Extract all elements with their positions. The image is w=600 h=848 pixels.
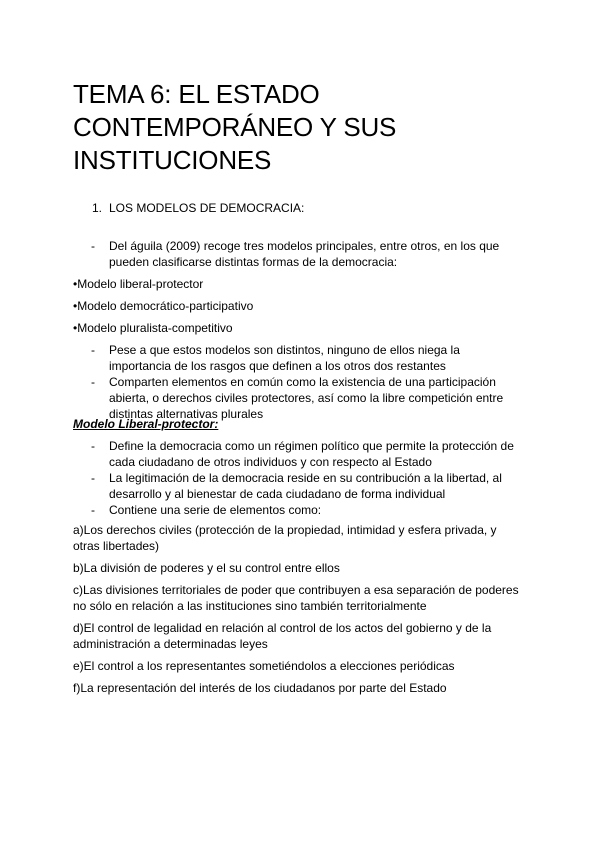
- title-line: CONTEMPORÁNEO Y SUS: [73, 112, 397, 142]
- list-item: no sólo en relación a las instituciones sino también territorialmente: [73, 599, 427, 613]
- bullet-text: Pese a que estos modelos son distintos, ninguno de ellos niega la: [109, 343, 460, 357]
- list-item: a)Los derechos civiles (protección de la propiedad, intimidad y esfera privada, y: [73, 523, 497, 537]
- bullet-text: distintas alternativas plurales: [109, 407, 264, 421]
- bullet-dash: -: [91, 239, 95, 253]
- list-item: f)La representación del interés de los ciudadanos por parte del Estado: [73, 681, 447, 695]
- list-item: c)Las divisiones territoriales de poder que contribuyen a esa separación de poderes: [73, 583, 519, 597]
- bullet-text: Del águila (2009) recoge tres modelos principales, entre otros, en los que: [109, 239, 500, 253]
- bullet-dash: -: [91, 375, 95, 389]
- section-heading: LOS MODELOS DE DEMOCRACIA:: [109, 201, 305, 215]
- title-line: INSTITUCIONES: [73, 145, 272, 175]
- bullet-text: Contiene una serie de elementos como:: [109, 503, 322, 517]
- section-number: 1.: [92, 201, 103, 215]
- page-title: [73, 78, 553, 177]
- bullet-dash: -: [91, 471, 95, 485]
- list-item: d)El control de legalidad en relación al control de los actos del gobierno y de la: [73, 621, 492, 635]
- bullet-text: cada ciudadano de otros individuos y con respecto al Estado: [109, 455, 432, 469]
- list-item: e)El control a los representantes sometiéndolos a elecciones periódicas: [73, 659, 455, 673]
- list-item: administración a determinadas leyes: [73, 637, 268, 651]
- bullet-dash: -: [91, 439, 95, 453]
- model-item: •Modelo democrático-participativo: [73, 299, 254, 313]
- bullet-text: pueden clasificarse distintas formas de la democracia:: [109, 255, 398, 269]
- bullet-text: Comparten elementos en común como la existencia de una participación: [109, 375, 496, 389]
- subsection-heading: Modelo Liberal-protector:: [73, 417, 219, 431]
- title-line: TEMA 6: EL ESTADO: [73, 79, 320, 109]
- bullet-text: abierta, o derechos civiles protectores, así como la libre competición entre: [109, 391, 504, 405]
- bullet-dash: -: [91, 343, 95, 357]
- bullet-text: desarrollo y al bienestar de cada ciudadano de forma individual: [109, 487, 446, 501]
- bullet-text: Define la democracia como un régimen político que permite la protección de: [109, 439, 514, 453]
- list-item: otras libertades): [73, 539, 160, 553]
- model-item: •Modelo liberal-protector: [73, 277, 204, 291]
- bullet-dash: -: [91, 503, 95, 517]
- bullet-text: La legitimación de la democracia reside en su contribución a la libertad, al: [109, 471, 502, 485]
- model-item: •Modelo pluralista-competitivo: [73, 321, 233, 335]
- list-item: b)La división de poderes y el su control entre ellos: [73, 561, 340, 575]
- bullet-text: importancia de los rasgos que definen a los otros dos restantes: [109, 359, 446, 373]
